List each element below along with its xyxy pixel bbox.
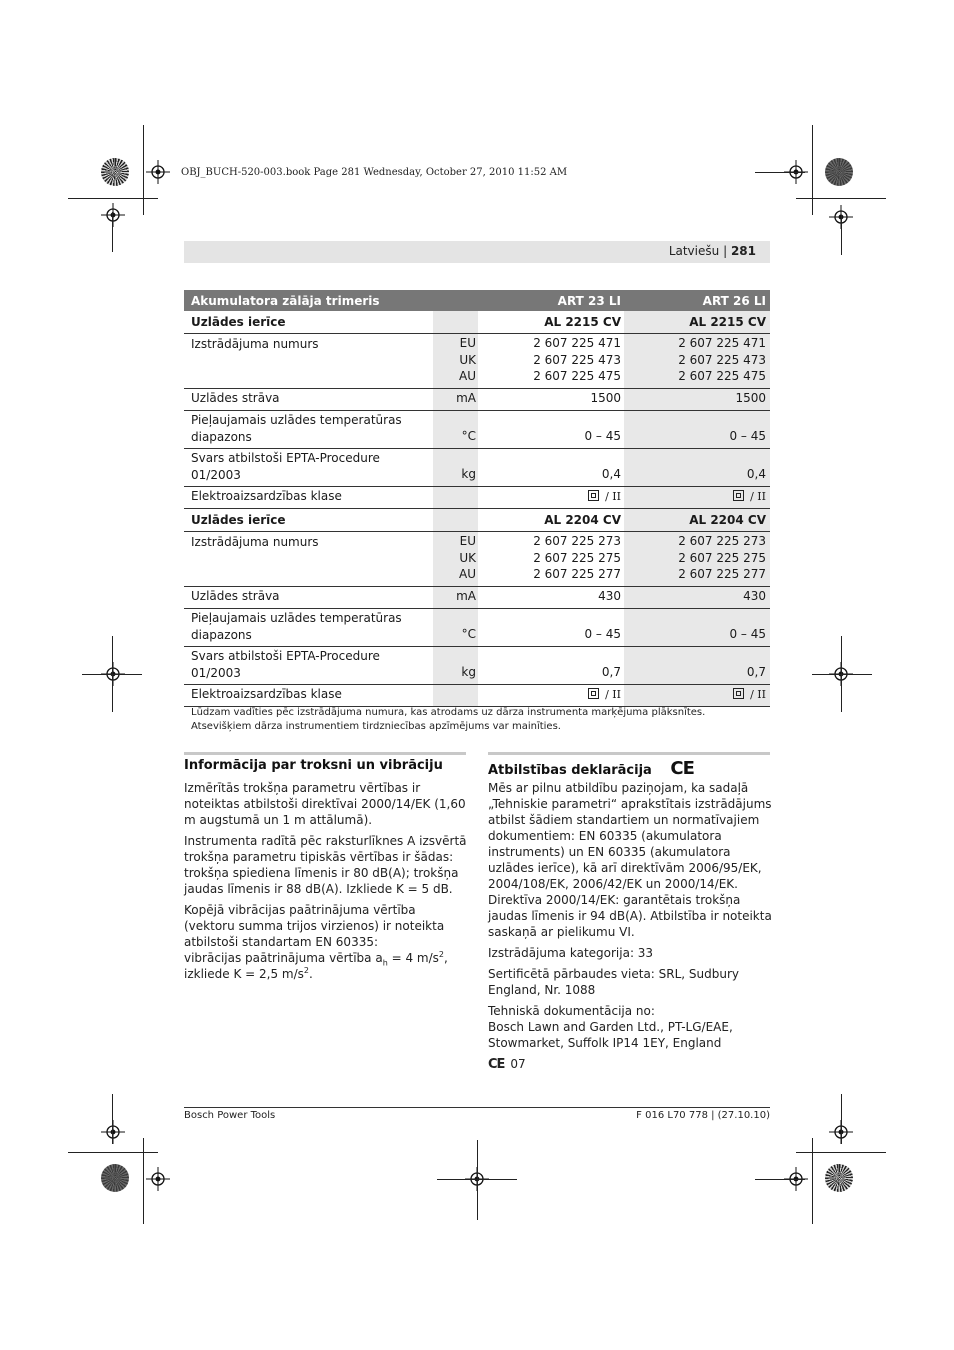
footer-doc-number: F 016 L70 778 | (27.10.10) bbox=[636, 1110, 770, 1121]
row-unit: kg bbox=[461, 467, 476, 481]
section-label: Uzlādes ierīce bbox=[191, 315, 286, 329]
row-value-1: 1500 bbox=[590, 391, 621, 405]
region-units: EU UK AU bbox=[459, 336, 476, 383]
row-label: Pieļaujamais uzlādes temperatūras diapazons bbox=[191, 611, 402, 642]
row-value-2: 0 – 45 bbox=[729, 627, 766, 641]
model-2-header: ART 26 LI bbox=[702, 294, 766, 308]
noise-vibration-heading: Informācija par troksni un vibrāciju bbox=[184, 758, 443, 773]
table-row bbox=[184, 609, 770, 647]
part-numbers-model-1: 2 607 225 471 2 607 225 473 2 607 225 475 bbox=[533, 336, 621, 383]
row-value-2: 0 – 45 bbox=[729, 429, 766, 443]
part-numbers-model-1: 2 607 225 273 2 607 225 275 2 607 225 277 bbox=[533, 534, 621, 581]
table-row bbox=[184, 389, 770, 411]
region-units: EU UK AU bbox=[459, 534, 476, 581]
spec-table bbox=[184, 290, 770, 707]
row-value-2: / II bbox=[733, 489, 766, 503]
vibration-value-line: vibrācijas paātrinājuma vērtība $a_h = 4$ $m/s^2$, bbox=[184, 950, 448, 968]
table-row bbox=[184, 587, 770, 609]
charger-model-1: AL 2215 CV bbox=[544, 315, 621, 329]
table-title: Akumulatora zālāja trimeris bbox=[191, 294, 380, 308]
uncertainty-line: izkliede K = 2,5 $m/s^2$. bbox=[184, 966, 313, 981]
color-bar-rosette bbox=[825, 158, 853, 186]
table-header-row bbox=[184, 290, 770, 311]
row-label: Izstrādājuma numurs bbox=[191, 535, 319, 549]
row-label: Elektroaizsardzības klase bbox=[191, 687, 342, 701]
protection-class-ii-icon bbox=[733, 490, 744, 501]
conformity-text bbox=[488, 780, 772, 1073]
footer-brand: Bosch Power Tools bbox=[184, 1110, 276, 1121]
registration-mark-icon bbox=[101, 203, 125, 227]
ce-year-line: CE 07 bbox=[488, 1057, 526, 1072]
page-header bbox=[184, 241, 770, 263]
table-row bbox=[184, 685, 770, 707]
header-language-page bbox=[669, 244, 756, 258]
row-value-1: / II bbox=[588, 489, 621, 503]
row-label: Elektroaizsardzības klase bbox=[191, 489, 342, 503]
row-value-1: / II bbox=[588, 687, 621, 701]
protection-class-ii-icon bbox=[588, 688, 599, 699]
color-bar-rosette bbox=[101, 1164, 129, 1192]
table-row bbox=[184, 532, 770, 587]
registration-mark-icon bbox=[146, 160, 170, 184]
row-label: Uzlādes strāva bbox=[191, 391, 280, 405]
paragraph: Bosch Lawn and Garden Ltd., PT-LG/EAE, Stowmarket, Suffolk IP14 1EY, England bbox=[488, 1020, 733, 1050]
left-column-rule bbox=[184, 752, 466, 755]
table-row bbox=[184, 487, 770, 509]
paragraph: Tehniskā dokumentācija no: bbox=[488, 1004, 655, 1018]
header-separator: | bbox=[723, 244, 728, 258]
print-slug-line: OBJ_BUCH-520-003.book Page 281 Wednesday, October 27, 2010 11:52 AM bbox=[181, 167, 568, 178]
paragraph: Izstrādājuma kategorija: 33 bbox=[488, 946, 654, 960]
row-value-2: 0,4 bbox=[746, 467, 766, 481]
registration-mark-icon bbox=[146, 1167, 170, 1191]
registration-mark-icon bbox=[101, 1120, 125, 1144]
header-language: Latviešu bbox=[668, 244, 720, 258]
table-row bbox=[184, 411, 770, 449]
row-value-2: 1500 bbox=[735, 391, 766, 405]
row-value-2: / II bbox=[733, 687, 766, 701]
paragraph: Direktīva 2000/14/EK: garantētais trokšņa jaudas līmenis ir 94 dB(A). Atbilstība ir noteikta saskaņā ar pielikumu VI. bbox=[488, 893, 772, 939]
row-unit: mA bbox=[456, 589, 476, 603]
ce-mark-small-icon: CE bbox=[488, 1057, 505, 1072]
conformity-heading: Atbilstības deklarācija CE bbox=[488, 758, 694, 779]
table-row bbox=[184, 334, 770, 389]
right-column-rule bbox=[488, 752, 770, 755]
paragraph: Kopējā vibrācijas paātrinājuma vērtība (vektoru summa trijos virzienos) ir noteikta atbilstoši standartam EN 60335: bbox=[184, 903, 445, 949]
row-unit: °C bbox=[461, 429, 476, 443]
row-value-2: 430 bbox=[743, 589, 766, 603]
section-label: Uzlādes ierīce bbox=[191, 513, 286, 527]
footer-rule bbox=[184, 1107, 770, 1108]
color-bar-rosette bbox=[825, 1164, 853, 1192]
part-numbers-model-2: 2 607 225 273 2 607 225 275 2 607 225 277 bbox=[678, 534, 766, 581]
row-unit: °C bbox=[461, 627, 476, 641]
protection-class-ii-icon bbox=[588, 490, 599, 501]
section-header-row bbox=[184, 311, 770, 334]
paragraph: Mēs ar pilnu atbildību paziņojam, ka sadaļā „Tehniskie parametri“ aprakstītais izstrādājums atbilst šādiem standartiem un normatīvajiem dokumentiem: EN 60335 (akumulatora instruments) un EN 60335 (akumulatora uzlādes ierīce), kā arī direktīvām 2006/95/EK, 2004/108/EK, 2006/42/EK un 2000/14/EK. bbox=[488, 781, 772, 891]
row-label: Uzlādes strāva bbox=[191, 589, 280, 603]
row-value-1: 0,4 bbox=[601, 467, 621, 481]
noise-vibration-text bbox=[184, 780, 468, 982]
ce-mark-icon: CE bbox=[670, 758, 694, 779]
row-unit: mA bbox=[456, 391, 476, 405]
row-label: Pieļaujamais uzlādes temperatūras diapazons bbox=[191, 413, 402, 444]
paragraph: Instrumenta radītā pēc raksturlīknes A izsvērtā trokšņa parametru tipiskās vērtības ir šādas: trokšņa spiediena līmenis ir 80 dB(A); trokšņa jaudas līmenis ir 88 dB(A). Izkliede K = 5 dB. bbox=[184, 834, 467, 896]
model-1-header: ART 23 LI bbox=[557, 294, 621, 308]
row-value-2: 0,7 bbox=[746, 665, 766, 679]
paragraph: Sertificētā pārbaudes vieta: SRL, Sudbury England, Nr. 1088 bbox=[488, 967, 740, 997]
row-label: Svars atbilstoši EPTA-Procedure 01/2003 bbox=[191, 649, 380, 680]
charger-model-2: AL 2215 CV bbox=[689, 315, 766, 329]
row-value-1: 0 – 45 bbox=[584, 627, 621, 641]
color-bar-rosette bbox=[101, 158, 129, 186]
row-unit: kg bbox=[461, 665, 476, 679]
row-value-1: 0 – 45 bbox=[584, 429, 621, 443]
protection-class-ii-icon bbox=[733, 688, 744, 699]
section-header-row bbox=[184, 509, 770, 532]
charger-model-2: AL 2204 CV bbox=[689, 513, 766, 527]
table-row bbox=[184, 647, 770, 685]
row-label: Izstrādājuma numurs bbox=[191, 337, 319, 351]
page-number: 281 bbox=[730, 244, 756, 258]
table-footnote: Lūdzam vadīties pēc izstrādājuma numura, kas atrodams uz dārza instrumenta marķējuma plāksnītes. Atsevišķiem dārza instrumentiem tirdzniecības apzīmējums var mainīties. bbox=[191, 707, 706, 732]
paragraph: Izmērītās trokšņa parametru vērtības ir noteiktas atbilstoši direktīvai 2000/14/EK (1,60 m augstumā un 1 m attālumā). bbox=[184, 781, 466, 827]
part-numbers-model-2: 2 607 225 471 2 607 225 473 2 607 225 475 bbox=[678, 336, 766, 383]
row-value-1: 0,7 bbox=[601, 665, 621, 679]
row-value-1: 430 bbox=[598, 589, 621, 603]
row-label: Svars atbilstoši EPTA-Procedure 01/2003 bbox=[191, 451, 380, 482]
table-row bbox=[184, 449, 770, 487]
charger-model-1: AL 2204 CV bbox=[544, 513, 621, 527]
